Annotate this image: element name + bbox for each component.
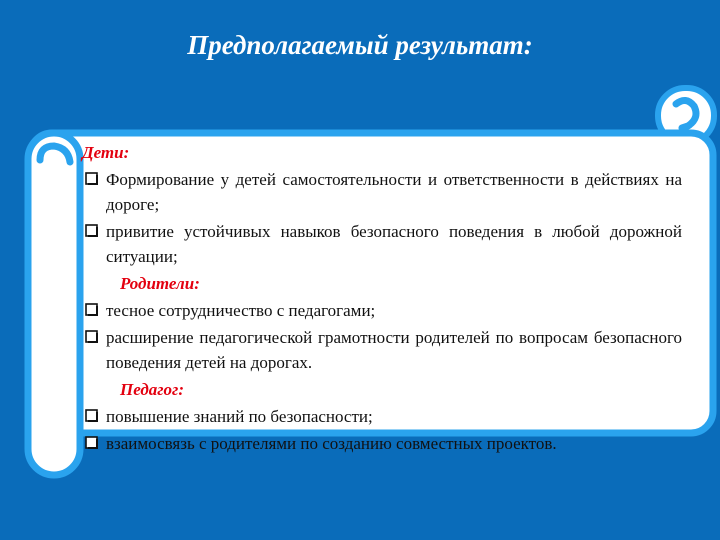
list-item bbox=[82, 325, 682, 375]
checkbox-bullet-icon bbox=[85, 303, 98, 316]
checkbox-bullet-icon bbox=[85, 330, 98, 343]
list-item-text: взаимосвязь с родителями по созданию совместных проектов. bbox=[106, 434, 557, 453]
list-item bbox=[82, 404, 682, 429]
checkbox-bullet-icon bbox=[85, 224, 98, 237]
children-list bbox=[82, 167, 682, 269]
checkbox-bullet-icon bbox=[85, 409, 98, 422]
parents-list bbox=[82, 298, 682, 375]
list-item-text: расширение педагогической грамотности родителей по вопросам безопасного поведения детей на дорогах. bbox=[106, 328, 682, 372]
list-item-text: повышение знаний по безопасности; bbox=[106, 407, 373, 426]
list-item bbox=[82, 431, 682, 456]
slide-title: Предполагаемый результат: bbox=[187, 30, 533, 60]
scroll-content bbox=[82, 140, 682, 458]
checkbox-bullet-icon bbox=[85, 436, 98, 449]
list-item-text: тесное сотрудничество с педагогами; bbox=[106, 301, 376, 320]
checkbox-bullet-icon bbox=[85, 172, 98, 185]
teacher-list bbox=[82, 404, 682, 456]
list-item bbox=[82, 298, 682, 323]
list-item bbox=[82, 167, 682, 217]
list-item-text: привитие устойчивых навыков безопасного поведения в любой дорожной ситуации; bbox=[106, 222, 682, 266]
list-item-text: Формирование у детей самостоятельности и ответственности в действиях на дороге; bbox=[106, 170, 682, 214]
section-heading-parents: Родители: bbox=[120, 274, 200, 293]
list-item bbox=[82, 219, 682, 269]
section-heading-children: Дети: bbox=[82, 143, 130, 162]
section-heading-teacher: Педагог: bbox=[120, 380, 184, 399]
